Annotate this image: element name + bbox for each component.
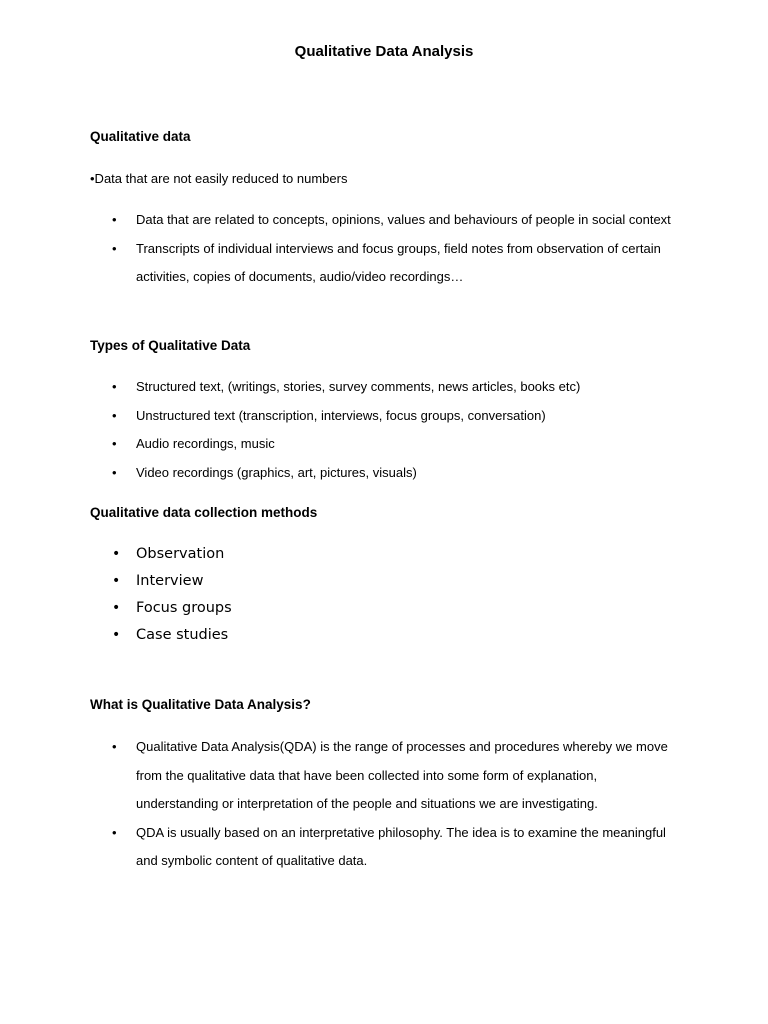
list-item-text: QDA is usually based on an interpretative philosophy. The idea is to examine the meaningful and symbolic content of qualitative data. [136, 824, 666, 868]
list-item [112, 206, 672, 235]
list-item-text: Transcripts of individual interviews and focus groups, field notes from observation of certain activities, copies of documents, audio/video recordings… [136, 240, 661, 284]
list-item-text: Unstructured text (transcription, interviews, focus groups, conversation) [136, 407, 546, 423]
list-item [112, 568, 692, 595]
list-item-text: Focus groups [136, 600, 232, 616]
bullet-icon: • [112, 546, 121, 562]
bullet-icon: • [112, 436, 117, 451]
section-heading-collection-methods: Qualitative data collection methods [90, 505, 318, 520]
list-item-text: Observation [136, 546, 225, 562]
bullet-icon: • [112, 600, 121, 616]
section-intro-text: •Data that are not easily reduced to numbers [90, 171, 348, 186]
list-item [112, 373, 692, 402]
bullet-icon: • [112, 824, 117, 840]
section-heading-types: Types of Qualitative Data [90, 338, 251, 353]
bullet-icon: • [112, 627, 121, 643]
section-heading-what-is-qda: What is Qualitative Data Analysis? [90, 697, 311, 712]
list-item-text: Audio recordings, music [136, 436, 275, 451]
list-item [112, 459, 692, 488]
bullet-icon: • [112, 240, 117, 256]
list-item-text: Interview [136, 573, 204, 589]
list-item-text: Case studies [136, 627, 229, 643]
list-item [112, 402, 692, 431]
bullet-icon: • [112, 464, 117, 480]
document-title: Qualitative Data Analysis [294, 43, 474, 60]
list-item [112, 819, 682, 876]
list-item-text: Video recordings (graphics, art, pictures, visuals) [136, 464, 417, 480]
bullet-icon: • [112, 739, 117, 754]
list-item [112, 430, 692, 459]
list-item [112, 733, 682, 819]
list-item [112, 595, 692, 622]
bullet-list-types [112, 373, 692, 487]
list-item [112, 235, 672, 292]
bullet-list-what-is-qda [112, 733, 682, 876]
list-item [112, 541, 692, 568]
bullet-icon: • [112, 573, 121, 589]
bullet-icon: • [112, 407, 117, 423]
bullet-icon: • [112, 379, 117, 394]
list-item [112, 622, 692, 649]
section-heading-qualitative-data: Qualitative data [90, 129, 191, 144]
list-item-text: Data that are related to concepts, opinions, values and behaviours of people in social context [136, 212, 671, 227]
bullet-list-qualitative-data [112, 206, 672, 292]
list-item-text: Qualitative Data Analysis(QDA) is the range of processes and procedures whereby we move from the qualitative data that have been collected into some form of explanation, understanding or interpretation of the people and situations we are investigating. [136, 739, 668, 811]
list-item-text: Structured text, (writings, stories, survey comments, news articles, books etc) [136, 379, 581, 394]
bullet-icon: • [112, 212, 117, 227]
bullet-list-collection-methods [112, 541, 692, 649]
